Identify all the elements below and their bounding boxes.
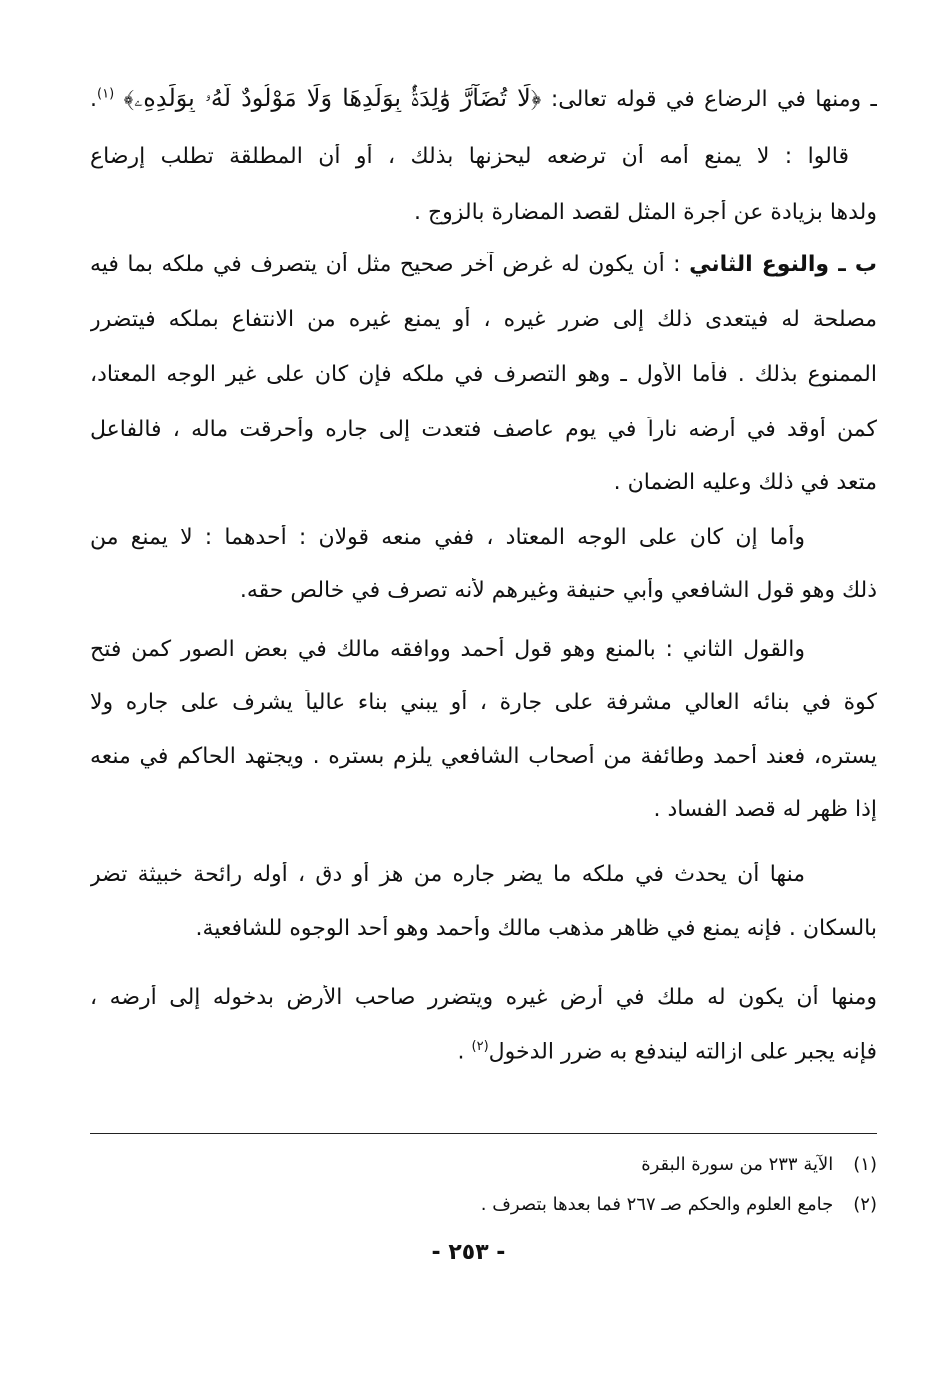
section-heading: ب ـ والنوع الثاني bbox=[689, 252, 877, 277]
footnote-text: الآية ٢٣٣ من سورة البقرة bbox=[641, 1154, 834, 1175]
line-text: ذلك وهو قول الشافعي وأبي حنيفة وغيرهم لأنه تصرف في خالص حقه. bbox=[239, 578, 877, 603]
text-line-8 bbox=[90, 470, 877, 495]
text-line-16 bbox=[90, 916, 877, 941]
text-line-1 bbox=[90, 84, 877, 112]
line-tail: . bbox=[457, 1039, 472, 1065]
text-line-10 bbox=[90, 578, 877, 603]
line-text: فإنه يجبر على ازالته ليندفع به ضرر الدخول bbox=[488, 1039, 877, 1065]
footnote-2 bbox=[200, 1194, 877, 1215]
quran-verse: ﴿لَا تُضَآرَّ وَٰلِدَةُۢ بِوَلَدِهَا وَلَا مَوْلُودٌ لَّهُۥ بِوَلَدِهِۦ﴾ bbox=[123, 84, 542, 112]
line-text: مصلحة له فيتعدى ذلك إلى ضرر غيره ، أو يمنع غيره من الانتفاع بملكه فيتضرر bbox=[90, 307, 877, 332]
footnote-text: جامع العلوم والحكم صـ ٢٦٧ فما بعدها بتصرف . bbox=[480, 1194, 834, 1215]
text-line-2 bbox=[90, 144, 849, 169]
text-line-18 bbox=[90, 1039, 877, 1064]
text-line-15 bbox=[90, 862, 805, 887]
line-text: منها أن يحدث في ملكه ما يضر جاره من هز أو دق ، أوله رائحة خبيثة تضر bbox=[90, 862, 805, 887]
page-number: - ٢٥٣ - bbox=[431, 1240, 506, 1265]
text-line-14 bbox=[90, 797, 877, 822]
footnote-1 bbox=[200, 1154, 877, 1175]
line-text: : أن يكون له غرض آخر صحيح مثل أن يتصرف في ملكه بما فيه bbox=[90, 252, 681, 277]
line-text: ولدها بزيادة عن أجرة المثل لقصد المضارة بالزوج . bbox=[413, 200, 877, 225]
text-line-3 bbox=[90, 200, 877, 225]
text-line-12 bbox=[90, 690, 877, 715]
text-line-5 bbox=[90, 307, 877, 332]
line-text: كمن أوقد في أرضه ناراً في يوم عاصف فتعدت إلى جاره وأحرقت ماله ، فالفاعل bbox=[90, 417, 877, 442]
text-line-7 bbox=[90, 417, 877, 442]
footnote-number: (١) bbox=[853, 1154, 877, 1175]
footnote-ref: (١) bbox=[97, 86, 115, 102]
footnote-ref: (٢) bbox=[471, 1039, 489, 1054]
line-text: كوة في بنائه العالي مشرفة على جارة ، أو يبني بناء عالياً يشرف على جاره ولا bbox=[90, 690, 877, 715]
line-text: ـ ومنها في الرضاع في قوله تعالى: bbox=[550, 87, 877, 112]
text-line-4 bbox=[90, 252, 877, 277]
line-text: بالسكان . فإنه يمنع في ظاهر مذهب مالك وأحمد وهو أحد الوجوه للشافعية. bbox=[195, 916, 877, 941]
line-text: إذا ظهر له قصد الفساد . bbox=[653, 797, 877, 822]
footnote-separator bbox=[90, 1133, 877, 1134]
text-line-11 bbox=[90, 637, 805, 662]
text-line-9 bbox=[90, 525, 805, 550]
footnote-number: (٢) bbox=[853, 1194, 877, 1215]
line-text: وأما إن كان على الوجه المعتاد ، ففي منعه قولان : أحدهما : لا يمنع من bbox=[90, 525, 805, 550]
line-text: متعد في ذلك وعليه الضمان . bbox=[613, 470, 877, 495]
line-text: يستره، فعند أحمد وطائفة من أصحاب الشافعي يلزم بستره . ويجتهد الحاكم في منعه bbox=[90, 744, 877, 769]
line-text: قالوا : لا يمنع أمه أن ترضعه ليحزنها بذلك ، أو أن المطلقة تطلب إرضاع bbox=[90, 144, 849, 169]
line-text: الممنوع بذلك . فأما الأول ـ وهو التصرف في ملكه فإن كان على غير الوجه المعتاد، bbox=[90, 362, 877, 387]
line-tail: . bbox=[90, 87, 97, 112]
text-line-13 bbox=[90, 744, 877, 769]
text-line-6 bbox=[90, 362, 877, 387]
line-text: ومنها أن يكون له ملك في أرض غيره ويتضرر صاحب الأرض بدخوله إلى أرضه ، bbox=[90, 985, 877, 1010]
line-text: والقول الثاني : بالمنع وهو قول أحمد ووافقه مالك في بعض الصور كمن فتح bbox=[90, 637, 805, 662]
text-line-17 bbox=[90, 985, 877, 1010]
